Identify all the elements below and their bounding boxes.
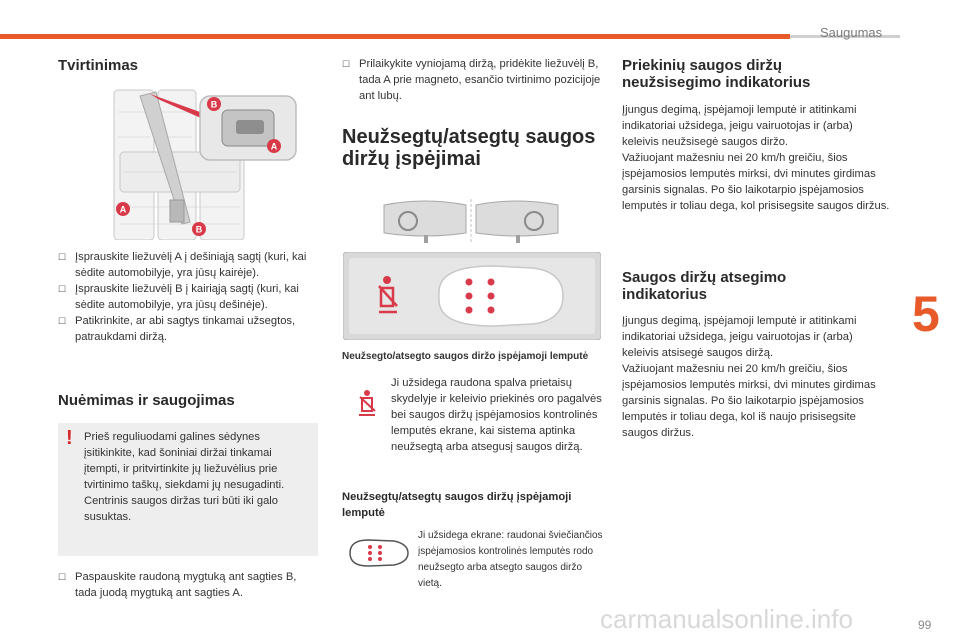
list-item-text: Įsprauskite liežuvėlį B į kairiąją sagtį (kuri, kai sėdite automobilyje, yra jūsų dešinėje). bbox=[75, 283, 299, 311]
heading-front-indicator-line1: Priekinių saugos diržų bbox=[622, 57, 783, 74]
heading-fastening: Tvirtinimas bbox=[58, 57, 139, 74]
header-accent-bar bbox=[0, 34, 790, 39]
magnet-step bbox=[342, 56, 604, 104]
list-item-text: Patikrinkite, ar abi sagtys tinkamai užsegtos, patraukdami diržą. bbox=[75, 315, 296, 343]
seatbelt-buckle-illustration bbox=[110, 82, 305, 240]
heading-unfasten-indicator-line1: Saugos diržų atsegimo bbox=[622, 269, 787, 286]
subheading-lamp: Neužsegtų/atsegtų saugos diržų įspėjamoji lemputė bbox=[342, 491, 572, 519]
fastening-steps bbox=[58, 249, 320, 345]
label-a-bottom: A bbox=[119, 204, 127, 215]
car-seat-map-icon bbox=[346, 536, 412, 570]
list-item-text: Įsprauskite liežuvėlį A į dešiniąją sagtį (kuri, kai sėdite automobilyje, yra jūsų kairėje). bbox=[75, 251, 307, 279]
lamp-description: Ji užsidega raudona spalva prietaisų skydelyje ir keleivio priekinės oro pagalvės bei saugos diržų įspėjamosios kontrolinės lemputės ekrane, kai sistema aptinka neužsegtą arba atsegusį saugos diržą. bbox=[391, 377, 602, 453]
list-item bbox=[58, 313, 320, 345]
instrument-panel-illustration bbox=[343, 252, 601, 340]
list-item bbox=[342, 56, 604, 104]
list-item-text: Paspauskite raudoną mygtuką ant sagties B, tada juodą mygtuką ant sagties A. bbox=[75, 571, 297, 599]
heading-warnings-line2: diržų įspėjimai bbox=[342, 148, 481, 170]
section-title: Saugumas bbox=[820, 25, 883, 40]
mirror-warning-illustration bbox=[380, 197, 562, 245]
heading-warnings-line1: Neužsegtų/atsegtų saugos bbox=[342, 126, 596, 148]
list-item-text: Prilaikykite vyniojamą diržą, pridėkite liežuvėlį B, tada A prie magneto, esančio tvirtinimo pozicijoje ant lubų. bbox=[359, 58, 601, 102]
front-indicator-text: Įjungus degimą, įspėjamoji lemputė ir atitinkami indikatoriai užsidega, jeigu vairuotojas ir (arba) keleivis neužsisegė saugos diržo. Važiuojant mažesniu nei 20 km/h greičiu, šios įspėjamosios lemputės mirksi, dvi minutes girdimas garsinis signalas. Po šio laikotarpio įspėjamosios lemputės ir toliau dega, kol prisisegsite saugos diržus. bbox=[622, 104, 890, 212]
warning-icon: ! bbox=[66, 427, 73, 449]
heading-front-indicator bbox=[622, 57, 810, 91]
label-b-bottom: B bbox=[195, 224, 203, 235]
heading-warnings bbox=[342, 126, 595, 170]
chapter-number: 5 bbox=[912, 286, 940, 342]
page-number: 99 bbox=[918, 618, 932, 632]
unfasten-indicator-text: Įjungus degimą, įspėjamoji lemputė ir atitinkami indikatoriai užsidega, jeigu vairuotojas ir (arba) keleivis atsisegė saugos diržą. Važiuojant mažesniu nei 20 km/h greičiu, šios įspėjamosios lemputės mirksi, dvi minutes girdimas garsinis signalas. Po šio laikotarpio įspėjamosios lemputės ir toliau dega, kol iš naujo prisisegsite saugos diržus. bbox=[622, 315, 876, 439]
list-item bbox=[58, 249, 320, 281]
checkbox-icon: ☐ bbox=[58, 316, 67, 326]
checkbox-icon: ☐ bbox=[342, 59, 351, 69]
heading-removal-storage: Nuėmimas ir saugojimas bbox=[58, 392, 235, 409]
heading-front-indicator-line2: neužsisegimo indikatorius bbox=[622, 74, 811, 91]
label-a-top: A bbox=[270, 141, 278, 152]
list-item bbox=[58, 281, 320, 313]
warning-note bbox=[58, 423, 318, 556]
heading-unfasten-indicator bbox=[622, 269, 786, 303]
watermark: carmanualsonline.info bbox=[600, 604, 853, 634]
removal-steps bbox=[58, 569, 320, 601]
seatbelt-lamp-icon bbox=[355, 389, 381, 417]
heading-unfasten-indicator-line2: indikatorius bbox=[622, 286, 708, 303]
checkbox-icon: ☐ bbox=[58, 284, 67, 294]
checkbox-icon: ☐ bbox=[58, 572, 67, 582]
seat-map-note: Ji užsidega ekrane: raudonai šviečiančios įspėjamosios kontrolinės lemputės rodo neužsegto arba atsegto saugos diržo vietą. bbox=[418, 530, 603, 589]
checkbox-icon: ☐ bbox=[58, 252, 67, 262]
list-item bbox=[58, 569, 320, 601]
warning-text: Prieš reguliuodami galines sėdynes įsitikinkite, kad šoniniai diržai tinkamai įtempti, ir pritvirtinkite jų liežuvėlius prie tvirtinimo taškų, siekdami jų nesugadinti. Centrinis saugos diržas turi būti iki galo susuktas. bbox=[84, 431, 285, 523]
panel-caption: Neužsegto/atsegto saugos diržo įspėjamoji lemputė bbox=[342, 351, 589, 362]
label-b-top: B bbox=[210, 99, 218, 110]
